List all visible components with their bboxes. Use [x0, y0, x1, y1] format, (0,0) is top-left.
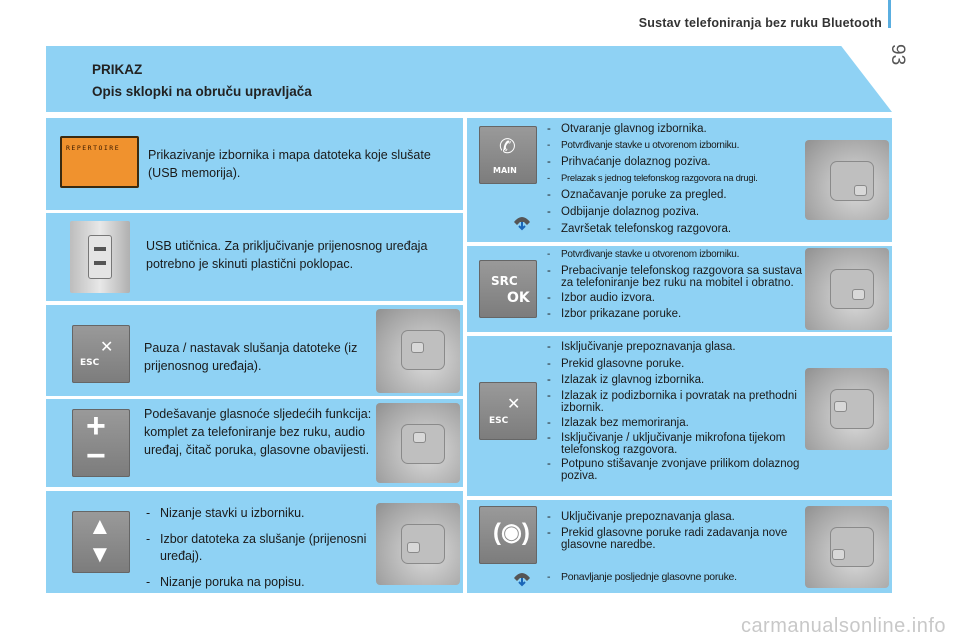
ok-label: OK: [507, 290, 530, 306]
list-item: - Potvrđivanje stavke u otvorenom izborniku.: [545, 139, 805, 154]
main-button-icon: [479, 126, 537, 184]
panel-repertoire: [46, 118, 463, 210]
list-item: - Prihvaćanje dolaznog poziva.: [545, 155, 805, 170]
usb-socket-icon: [70, 221, 130, 293]
arrow-buttons-icon: [72, 511, 130, 573]
arrow-functions-list: [144, 505, 374, 593]
section-title: PRIKAZ: [92, 62, 143, 77]
phone-handset-icon: ✆: [499, 136, 516, 158]
voice-command-icon: (◉): [493, 519, 530, 546]
mic-mute-icon: ✕: [507, 396, 521, 413]
main-functions-list: [545, 122, 805, 238]
esc-button-label: ESC: [80, 358, 100, 368]
panel-esc-pause: [46, 305, 463, 396]
section-subtitle: Opis sklopki na obruču upravljača: [92, 84, 312, 99]
src-label: SRC: [491, 274, 518, 288]
list-item: - Potpuno stišavanje zvonjave prilikom dolaznog poziva.: [545, 458, 807, 482]
panel-esc: [467, 336, 892, 496]
steering-wheel-image: [376, 309, 460, 393]
list-item: - Odbijanje dolaznog poziva.: [545, 205, 805, 220]
section-banner: [46, 46, 892, 112]
list-item: - Izlazak iz glavnog izbornika.: [545, 373, 807, 388]
src-ok-button-icon: [479, 260, 537, 318]
list-item: - Nizanje poruka na popisu.: [144, 574, 374, 591]
list-item: - Izbor audio izvora.: [545, 291, 807, 306]
repertoire-display-icon: [60, 136, 139, 188]
list-item: - Završetak telefonskog razgovora.: [545, 222, 805, 237]
list-item: - Isključivanje prepoznavanja glasa.: [545, 340, 807, 355]
esc-button-label: ESC: [489, 416, 509, 426]
panel-usb: [46, 213, 463, 301]
list-item: - Izlazak bez memoriranja.: [545, 416, 807, 431]
volume-minus-icon: −: [86, 437, 106, 475]
panel-voice: [467, 500, 892, 593]
panel-volume: [46, 399, 463, 487]
list-item: - Označavanje poruke za pregled.: [545, 188, 805, 203]
panel-main: [467, 118, 892, 242]
panel-arrows: [46, 491, 463, 593]
steering-wheel-image: [376, 403, 460, 483]
hang-up-icon: [511, 210, 533, 232]
repertoire-description: Prikazivanje izbornika i mapa datoteka koje slušate (USB memorija).: [148, 148, 431, 180]
steering-wheel-image: [805, 248, 889, 330]
mic-mute-icon: ✕: [100, 339, 114, 356]
list-item: - Prelazak s jednog telefonskog razgovora na drugi.: [545, 172, 805, 187]
usb-description: USB utičnica. Za priključivanje prijenosnog uređaja potrebno je skinuti plastični poklopac.: [146, 239, 428, 271]
arrow-up-icon: ▲: [88, 513, 112, 540]
repertoire-display-label: REPERTOIRE: [66, 144, 121, 152]
list-item: - Potvrđivanje stavke u otvorenom izborniku.: [545, 248, 807, 263]
list-item: - Ponavljanje posljednje glasovne poruke.: [545, 570, 807, 585]
arrow-down-icon: ▼: [88, 541, 112, 568]
src-ok-functions-list: [545, 248, 807, 324]
steering-wheel-image: [805, 140, 889, 220]
steering-wheel-image: [805, 368, 889, 450]
main-button-label: MAIN: [493, 166, 517, 175]
list-item: - Prekid glasovne poruke radi zadavanja nove glasovne naredbe.: [545, 527, 807, 551]
esc-button-icon: [479, 382, 537, 440]
list-item: - Prekid glasovne poruke.: [545, 357, 807, 372]
steering-wheel-image: [376, 503, 460, 585]
list-item: - Uključivanje prepoznavanja glasa.: [545, 510, 807, 525]
volume-buttons-icon: [72, 409, 130, 477]
esc-pause-description: Pauza / nastavak slušanja datoteke (iz prijenosnog uređaja).: [144, 341, 358, 373]
voice-button-icon: [479, 506, 537, 564]
list-item: - Izbor prikazane poruke.: [545, 307, 807, 322]
hang-up-icon: [511, 566, 533, 588]
esc-functions-list: [545, 340, 807, 484]
panel-src-ok: [467, 246, 892, 332]
header-accent-rule: [888, 0, 891, 28]
volume-plus-icon: +: [86, 407, 106, 445]
voice-repeat-list: [545, 570, 807, 587]
list-item: - Izbor datoteka za slušanje (prijenosni uređaj).: [144, 531, 374, 565]
list-item: - Izlazak iz podizbornika i povratak na prethodni izbornik.: [545, 390, 807, 414]
volume-description: Podešavanje glasnoće sljedećih funkcija: komplet za telefoniranje bez ruku, audio uređaj, čitač poruka, glasovne obavijesti.: [144, 407, 372, 457]
voice-functions-list: [545, 510, 807, 553]
esc-button-icon: [72, 325, 130, 383]
list-item: - Nizanje stavki u izborniku.: [144, 505, 374, 522]
list-item: - Otvaranje glavnog izbornika.: [545, 122, 805, 137]
list-item: - Isključivanje / uključivanje mikrofona tijekom telefonskog razgovora.: [545, 432, 807, 456]
page-number: 93: [887, 44, 908, 66]
steering-wheel-image: [805, 506, 889, 588]
page-header-title: Sustav telefoniranja bez ruku Bluetooth: [638, 16, 882, 30]
list-item: - Prebacivanje telefonskog razgovora sa sustava za telefoniranje bez ruku na mobitel i obratno.: [545, 265, 807, 289]
watermark: carmanualsonline.info: [740, 615, 946, 637]
